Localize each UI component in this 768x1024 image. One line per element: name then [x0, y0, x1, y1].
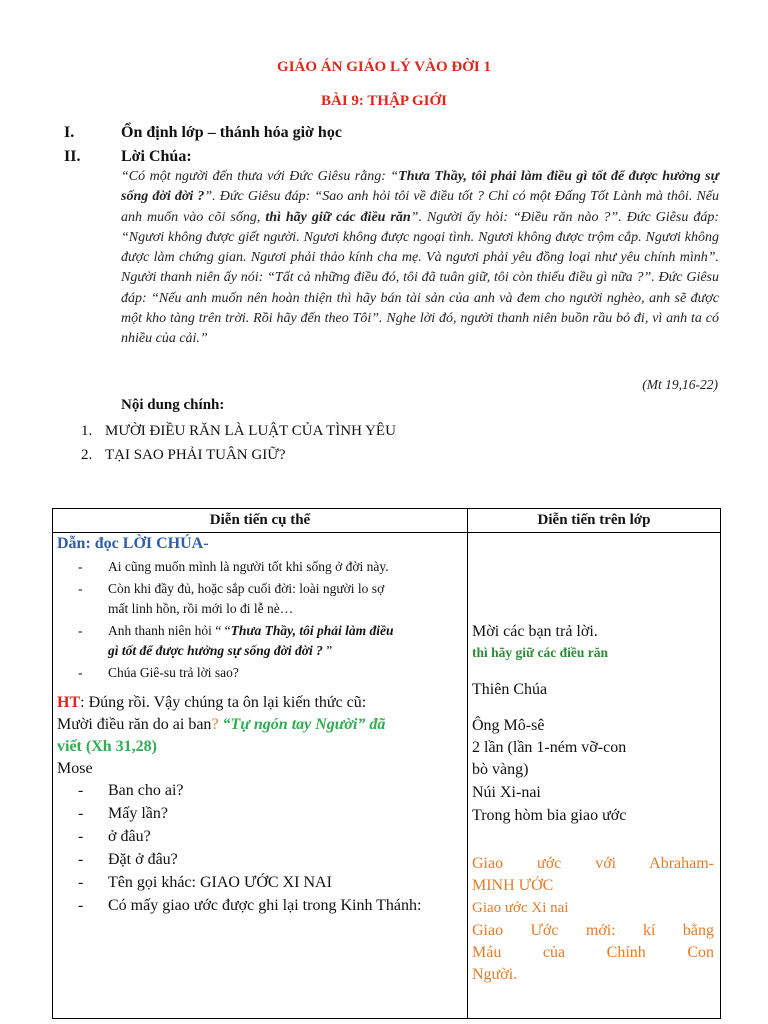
bullet-2-cont: mất linh hồn, rồi mới lo đi lễ nè… — [108, 601, 294, 616]
answer-ark: Trong hòm bia giao ước — [472, 807, 627, 824]
bullet-4: - Chúa Giê-su trả lời sao? — [78, 665, 239, 680]
table-cell-left — [53, 533, 468, 1019]
answer-keep-commandments: thì hãy giữ các điều răn — [472, 645, 608, 660]
scripture-reference: (Mt 19,16-22) — [642, 377, 718, 392]
bullet-3-cont: gì tốt để được hưởng sự sống đời đời ? ” — [108, 643, 333, 658]
mose-line: Mose — [57, 760, 93, 777]
main-content-list — [81, 419, 396, 467]
lesson-title: BÀI 9: THẬP GIỚI — [321, 93, 447, 109]
quote-part-2: ”. Đức Giêsu đáp: “Sao anh hỏi tôi về điều tốt ? Chỉ có một Đấng Tốt Lành mà thôi. Nếu anh muốn vào cõi sống, — [121, 189, 719, 225]
question-who: Mười điều răn do ai ban? “Tự ngón tay Người” đã — [57, 716, 386, 733]
section-2-text: Lời Chúa: — [121, 148, 192, 165]
answer-new-covenant: Giao Ước mới: kí bằng — [472, 922, 714, 939]
table-cell-right — [468, 533, 721, 1019]
main-content-title: Nội dung chính: — [121, 397, 225, 413]
answer-twice-cont: bò vàng) — [472, 761, 529, 778]
bullet-1: - Ai cũng muốn mình là người tốt khi sống ở đời này. — [78, 559, 389, 574]
answer-covenant-abraham: Giao ước với Abraham- — [472, 855, 714, 872]
bullet-3: - Anh thanh niên hỏi “ “Thưa Thầy, tôi phải làm điều — [78, 623, 394, 638]
lesson-plan-table — [52, 508, 721, 1019]
main-content-item-1: 1. MƯỜI ĐIỀU RĂN LÀ LUẬT CỦA TÌNH YÊU — [81, 423, 396, 439]
section-1-number: I. — [64, 124, 75, 141]
answer-sinai: Núi Xi-nai — [472, 784, 541, 801]
dan-label: Dẫn: đọc LỜI CHÚA- — [57, 535, 209, 552]
table-header-left: Diễn tiến cụ thể — [53, 509, 468, 533]
section-1-text: Ổn định lớp – thánh hóa giờ học — [121, 124, 342, 141]
quote-bold-2: thì hãy giữ các điều răn — [265, 209, 411, 225]
bullet-2: - Còn khi đầy đủ, hoặc sắp cuối đời: loài người lo sợ — [78, 581, 385, 596]
question-2: - Mấy lần? — [78, 805, 168, 822]
question-4: - Đặt ở đâu? — [78, 851, 178, 868]
answer-new-covenant-cont: Máu của Chính Con — [472, 944, 714, 961]
section-2-number: II. — [64, 148, 81, 165]
answer-covenant-abraham-cont: MINH ƯỚC — [472, 877, 554, 894]
answer-covenant-sinai: Giao ước Xi nai — [472, 900, 569, 916]
table-header-right: Diễn tiến trên lớp — [468, 509, 721, 533]
question-who-cont: viết (Xh 31,28) — [57, 738, 157, 755]
question-6: - Có mấy giao ước được ghi lại trong Kinh Thánh: — [78, 897, 422, 914]
answer-new-covenant-end: Người. — [472, 966, 518, 983]
answer-god: Thiên Chúa — [472, 681, 548, 698]
main-content-item-2: 2. TẠI SAO PHẢI TUÂN GIỮ? — [81, 447, 286, 463]
answer-moses: Ông Mô-sê — [472, 717, 545, 734]
answer-invite: Mời các bạn trả lời. — [472, 623, 598, 640]
scripture-quote — [121, 167, 719, 350]
quote-part-1: “Có một người đến thưa với Đức Giêsu rằng: “ — [121, 169, 399, 184]
question-1: - Ban cho ai? — [78, 782, 184, 799]
question-3: - ở đâu? — [78, 828, 151, 845]
quote-bold-1: Thưa Thầy, tôi phải làm điều gì tốt để được hưởng sự sống đời đời ? — [121, 169, 719, 205]
question-5: - Tên gọi khác: GIAO ƯỚC XI NAI — [78, 874, 332, 891]
ht-line: HT: Đúng rồi. Vậy chúng ta ôn lại kiến thức cũ: — [57, 694, 367, 711]
document-title: GIÁO ÁN GIÁO LÝ VÀO ĐỜI 1 — [277, 59, 491, 75]
quote-part-3: ”. Người ấy hỏi: “Điều răn nào ?”. Đức Giêsu đáp: “Ngươi không được giết người. Ngươi không được ngoại tình. Ngươi không được trộm cắp. Ngươi không được làm chứng gian. Ngươi phải thảo kính cha mẹ. Và ngươi phải yêu đồng loại như yêu chính mình”. Người thanh niên ấy nói: “Tất cả những điều đó, tôi đã tuân giữ, tôi còn thiếu điều gì nữa ?”. Đức Giêsu đáp: “Nếu anh muốn nên hoàn thiện thì hãy bán tài sản của anh và đem cho người nghèo, anh sẽ được một kho tàng trên trời. Rồi hãy đến theo Tôi”. Nghe lời đó, người thanh niên buồn rầu bỏ đi, vì anh ta có nhiều của cải.” — [121, 209, 719, 347]
answer-twice: 2 lần (lần 1-ném vỡ-con — [472, 739, 627, 756]
